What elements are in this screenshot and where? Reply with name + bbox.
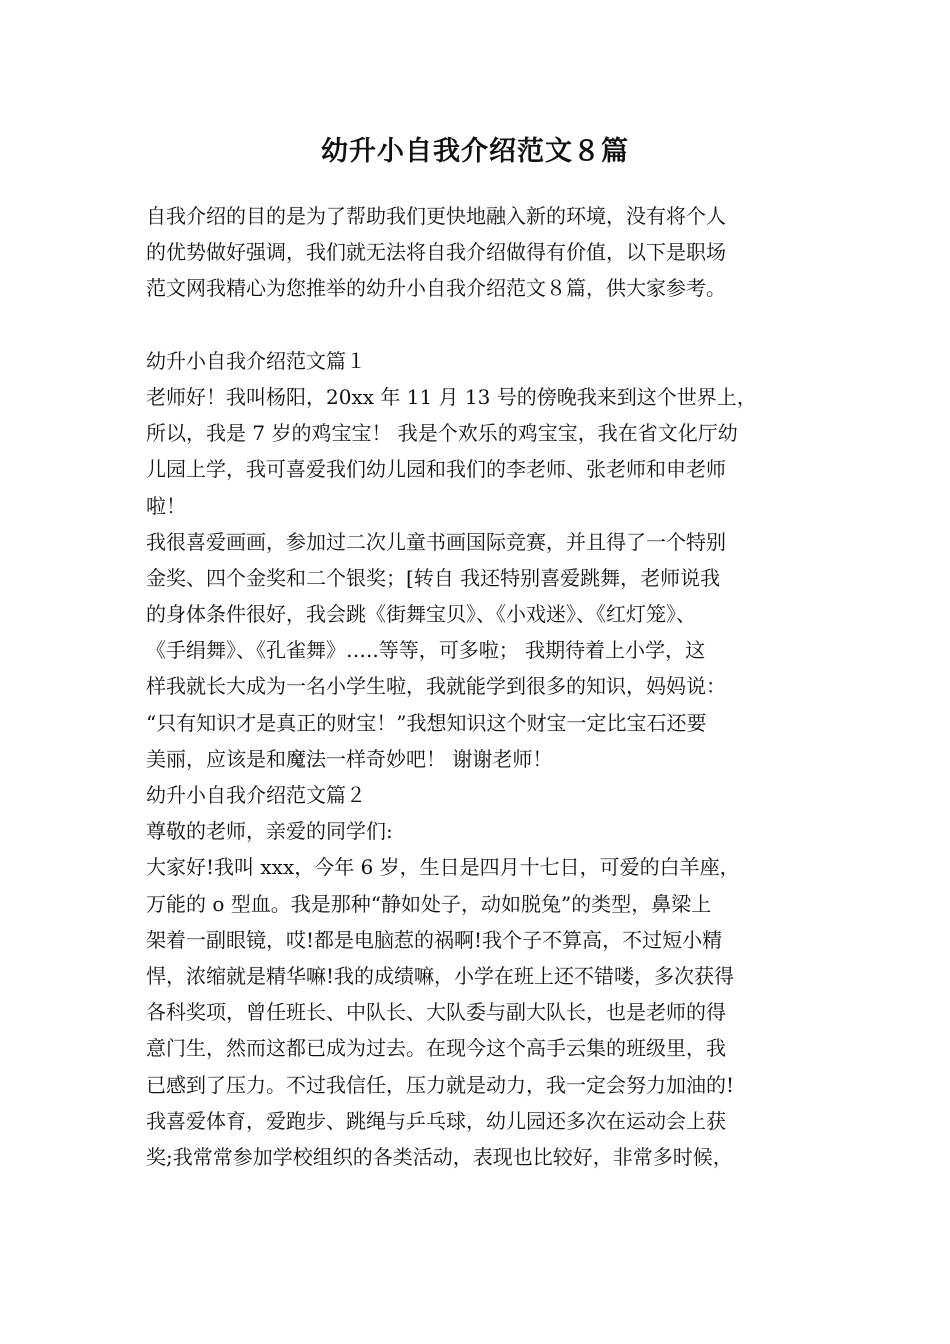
text-line: 儿园上学，我可喜爱我们幼儿园和我们的李老师、张老师和申老师 bbox=[146, 457, 726, 482]
text-line: 幼升小自我介绍范文篇１ bbox=[146, 348, 366, 373]
document-title: 幼升小自我介绍范文８篇 bbox=[321, 136, 629, 167]
text-line: 悍，浓缩就是精华嘛!我的成绩嘛，小学在班上还不错喽，多次获得 bbox=[146, 963, 735, 988]
text-line: 的身体条件很好，我会跳《街舞宝贝》、《小戏迷》、《红灯笼》、 bbox=[146, 602, 696, 627]
text-line: 《手绢舞》、《孔雀舞》…..等等，可多啦； 我期待着上小学，这 bbox=[146, 638, 706, 663]
text-line: 金奖、四个金奖和二个银奖；[转自 我还特别喜爱跳舞，老师说我 bbox=[146, 565, 721, 590]
text-line: 啦！ bbox=[146, 493, 186, 518]
text-line: 所以，我是 7 岁的鸡宝宝！ 我是个欢乐的鸡宝宝，我在省文化厅幼 bbox=[146, 421, 738, 446]
text-line: 自我介绍的目的是为了帮助我们更快地融入新的环境，没有将个人 bbox=[146, 204, 726, 228]
text-line: 意门生，然而这都已成为过去。在现今这个高手云集的班级里，我 bbox=[146, 1036, 726, 1061]
text-line: 我很喜爱画画，参加过二次儿童书画国际竞赛，并且得了一个特别 bbox=[146, 529, 726, 554]
document-body bbox=[146, 198, 826, 1175]
text-line: “只有知识才是真正的财宝！”我想知识这个财宝一定比宝石还要 bbox=[146, 710, 707, 735]
text-line: 样我就长大成为一名小学生啦，我就能学到很多的知识，妈妈说： bbox=[146, 674, 726, 699]
text-line: 我喜爱体育，爱跑步、跳绳与乒乓球，幼儿园还多次在运动会上获 bbox=[146, 1108, 726, 1133]
text-line: 范文网我精心为您推举的幼升小自我介绍范文８篇，供大家参考。 bbox=[146, 276, 726, 301]
text-line: 大家好!我叫 xxx，今年 6 岁，生日是四月十七日，可爱的白羊座， bbox=[146, 855, 740, 880]
text-line: 万能的 o 型血。我是那种“静如处子，动如脱兔”的类型，鼻梁上 bbox=[146, 891, 712, 916]
text-line: 老师好！我叫杨阳，20xx 年 11 月 13 号的傍晚我来到这个世界上， bbox=[146, 384, 757, 409]
text-line: 的优势做好强调，我们就无法将自我介绍做得有价值，以下是职场 bbox=[146, 240, 726, 265]
text-line: 奖;我常常参加学校组织的各类活动，表现也比较好，非常多时候， bbox=[146, 1144, 733, 1169]
text-line: 架着一副眼镜，哎!都是电脑惹的祸啊!我个子不算高，不过短小精 bbox=[146, 927, 723, 952]
text-line: 各科奖项，曾任班长、中队长、大队委与副大队长，也是老师的得 bbox=[146, 1000, 726, 1025]
text-line: 已感到了压力。不过我信任，压力就是动力，我一定会努力加油的! bbox=[146, 1072, 735, 1097]
text-line: 幼升小自我介绍范文篇２ bbox=[146, 783, 366, 807]
text-line: 尊敬的老师，亲爱的同学们: bbox=[146, 819, 393, 844]
paragraph-gap bbox=[146, 307, 826, 343]
text-line: 美丽，应该是和魔法一样奇妙吧！ 谢谢老师！ bbox=[146, 746, 553, 771]
